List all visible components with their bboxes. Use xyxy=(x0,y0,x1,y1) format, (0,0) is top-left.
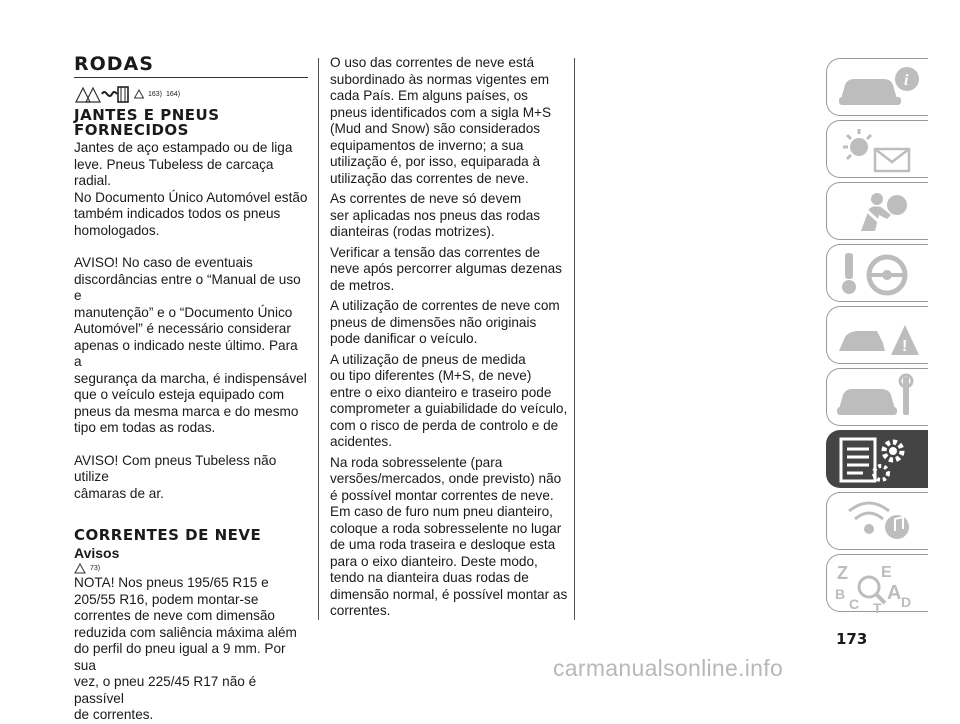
paragraph: Verificar a tensão das correntes de neve após percorrer algumas dezenas de metros. xyxy=(330,244,562,293)
tab-starting-driving[interactable] xyxy=(826,244,928,302)
reference-row xyxy=(74,561,308,575)
paragraph: Na roda sobresselente (para versões/mercados, onde previsto) não é possível montar correntes de neve. Em caso de furo num pneu dianteiro, coloque a roda sobresselente no lugar de uma roda traseira e desloque esta para o eixo dianteiro. Deste modo, tendo na dianteira duas rodas de dimensão normal, é possível montar as correntes. xyxy=(330,454,568,618)
paragraph: Jantes de aço estampado ou de liga leve. Pneus Tubeless de carcaça radial. No Documento Único Automóvel estão também indicados todos os pneus homologados. xyxy=(74,140,308,238)
warning-paragraph: AVISO! No caso de eventuais discordâncias entre o “Manual de uso e manutenção” e o “Documento Único Automóvel” é necessário considerar apenas o indicado neste último. Para a segurança da marcha, é indispensável que o veículo esteja equipado com pneus da mesma marca e do mesmo tipo em todas as rodas. xyxy=(74,255,307,435)
car-wrench-icon xyxy=(835,373,925,423)
watermark: carmanualsonline.info xyxy=(553,655,784,681)
subsection-title: JANTES E PNEUS FORNECIDOS xyxy=(74,106,220,139)
reference-number: 163) xyxy=(148,90,163,98)
warning-paragraph: AVISO! Com pneus Tubeless não utilize câmaras de ar. xyxy=(74,452,277,501)
warning-lights-icon xyxy=(835,125,925,175)
column-middle xyxy=(330,55,568,620)
tab-emergency[interactable] xyxy=(826,306,928,364)
tab-lights-messages[interactable] xyxy=(826,120,928,178)
paragraph: O uso das correntes de neve está subordinado às normas vigentes em cada País. Em alguns países, os pneus identificados com a sigla M+S (Mud and Snow) são considerados equipamentos de inverno; a sua utilização é, por isso, equiparada à utilização das correntes de neve. xyxy=(330,55,552,186)
paragraph: NOTA! Nos pneus 195/65 R15 e 205/55 R16, podem montar-se correntes de neve com dimensão reduzida com saliência máxima além do perfil do pneu igual a 9 mm. Por sua vez, o pneu 225/45 R17 não é passível de correntes. xyxy=(74,575,297,722)
page-number: 173 xyxy=(836,630,868,648)
subsection-title: CORRENTES DE NEVE xyxy=(74,526,262,544)
index-letter: C xyxy=(849,596,860,612)
svg-text:!: ! xyxy=(902,338,908,355)
tab-multimedia[interactable] xyxy=(826,492,928,550)
airbag-seatbelt-icon xyxy=(835,187,925,237)
index-letter: A xyxy=(887,582,902,604)
reference-row xyxy=(74,84,308,104)
chapter-tabs xyxy=(826,58,928,616)
tab-vehicle-info[interactable] xyxy=(826,58,928,116)
avisos-heading: Avisos xyxy=(74,545,120,561)
tab-index[interactable] xyxy=(826,554,928,615)
section-title: RODAS xyxy=(74,53,154,75)
index-letter: T xyxy=(873,600,882,615)
key-steering-wheel-icon xyxy=(835,249,925,299)
column-left xyxy=(74,55,308,724)
tab-maintenance[interactable] xyxy=(826,368,928,426)
car-info-icon xyxy=(835,63,925,113)
svg-text:i: i xyxy=(904,72,909,89)
paragraph: As correntes de neve só devem ser aplicadas nos pneus das rodas dianteiras (rodas motrizes). xyxy=(330,191,541,239)
index-letter: D xyxy=(901,594,912,610)
tab-safety[interactable] xyxy=(826,182,928,240)
reference-number: 164) xyxy=(166,90,181,98)
paragraph: A utilização de correntes de neve com pneus de dimensões não originais pode danificar o veículo. xyxy=(330,298,560,346)
title-rule xyxy=(74,77,308,78)
technical-data-gear-icon xyxy=(835,435,925,485)
warning-triangle-icon xyxy=(74,563,86,574)
paragraph: A utilização de pneus de medida ou tipo diferentes (M+S, de neve) entre o eixo dianteiro e traseiro pode comprometer a guiabilidade do veículo, com o risco de perda de controlo e de acidentes. xyxy=(330,351,568,449)
column-divider xyxy=(318,58,319,620)
multimedia-icon xyxy=(835,497,925,547)
index-letter: E xyxy=(881,564,892,581)
snow-chain-warning-icon xyxy=(74,84,132,104)
alphabetical-index-icon xyxy=(835,559,925,615)
tab-technical-data[interactable] xyxy=(826,430,928,488)
index-letter: Z xyxy=(837,563,848,583)
index-letter: B xyxy=(835,586,846,602)
reference-number: 73) xyxy=(90,564,101,572)
column-divider xyxy=(574,58,575,620)
warning-triangle-icon xyxy=(134,89,144,99)
emergency-icon xyxy=(835,311,925,361)
